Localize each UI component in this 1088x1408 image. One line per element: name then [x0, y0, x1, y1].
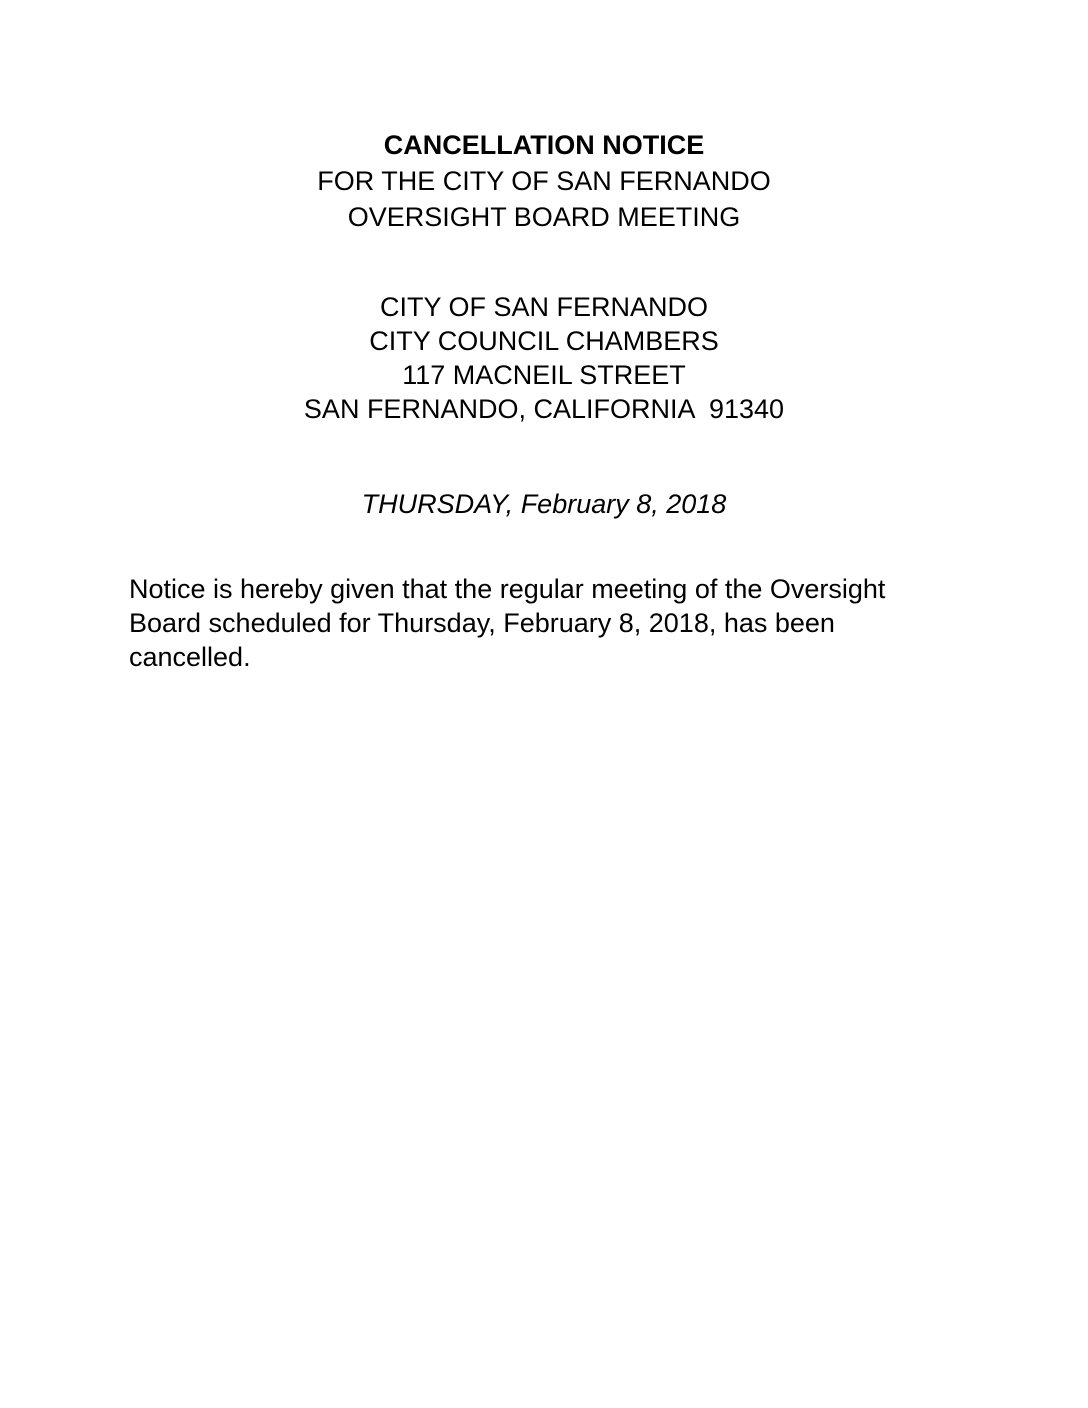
location-line-3: 117 MACNEIL STREET [402, 360, 686, 390]
notice-subtitle-line-2: OVERSIGHT BOARD MEETING [347, 202, 741, 232]
notice-title: CANCELLATION NOTICE [383, 130, 705, 160]
notice-subtitle-line-1: FOR THE CITY OF SAN FERNANDO [317, 166, 771, 196]
location-line-2: CITY COUNCIL CHAMBERS [369, 326, 719, 356]
meeting-date: THURSDAY, February 8, 2018 [361, 489, 727, 519]
location-line-4: SAN FERNANDO, CALIFORNIA 91340 [303, 394, 785, 424]
notice-heading [0, 127, 1088, 235]
notice-body-text: Notice is hereby given that the regular meeting of the Oversight Board scheduled for Thursday, February 8, 2018, has been cancelled. [129, 574, 886, 672]
meeting-location [0, 290, 1088, 426]
location-line-1: CITY OF SAN FERNANDO [379, 292, 709, 322]
